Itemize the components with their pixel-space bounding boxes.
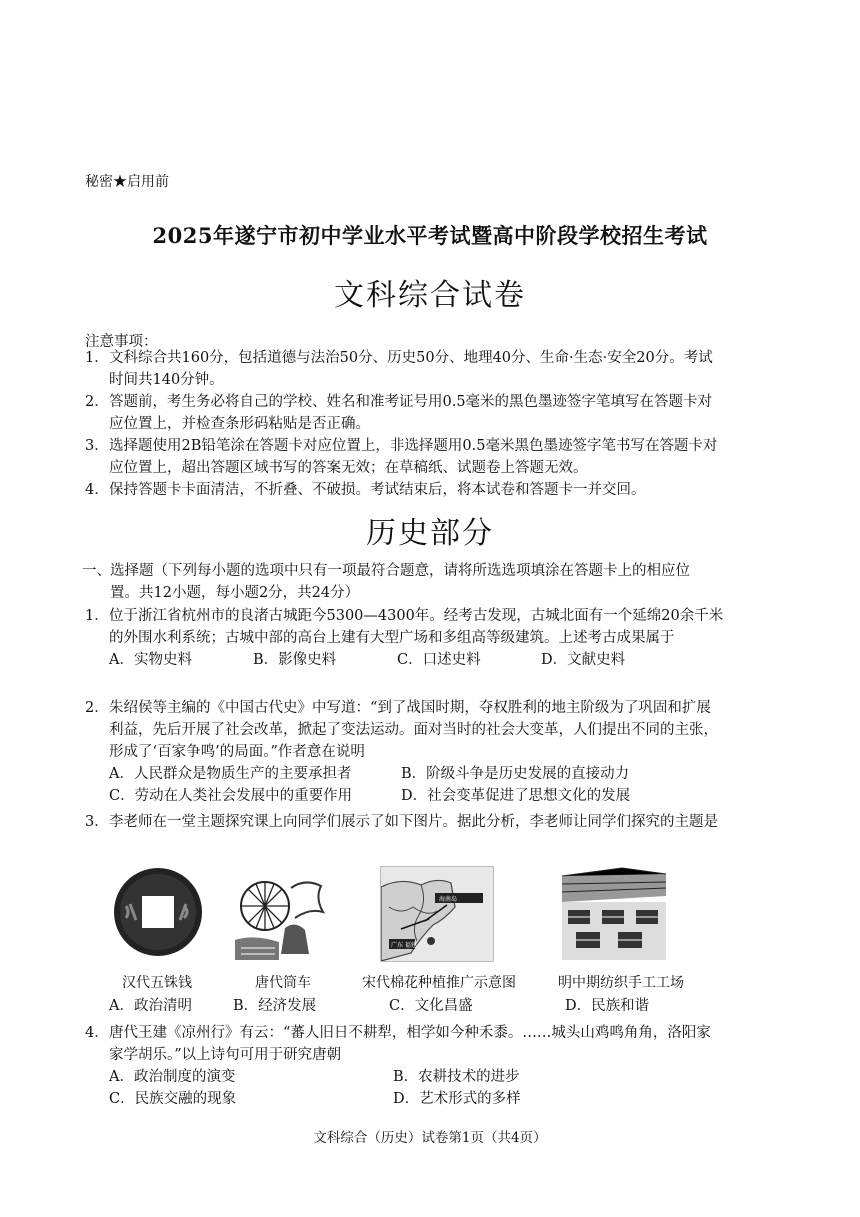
question-stem: 唐代王建《凉州行》有云：“蕃人旧日不耕犁，相学如今种禾黍。……城头山鸡鸣角角，洛阳家家学胡乐。”以上诗句可用于研究唐朝 [109,1025,711,1063]
option-a: A．政治制度的演变 [109,1069,236,1085]
map-label: 广东 福建 [391,942,417,949]
option-a: A．政治清明 [109,998,192,1014]
confidential-label: 秘密★启用前 [85,174,169,190]
options-row [85,763,725,785]
option-b: B．影像史料 [253,652,337,668]
question-number: 1． [85,608,109,624]
note-item: 3． 选择题使用2B铅笔涂在答题卡对应位置上，非选择题用0.5毫米黑色墨迹签字笔书写在答题卡对应位置上，超出答题区域书写的答案无效；在草稿纸、试题卷上答题无效。 [85,438,718,476]
question-stem: 位于浙江省杭州市的良渚古城距今5300—4300年。经考古发现，古城北面有一个延绵20余千米的外围水利系统；古城中部的高台上建有大型广场和多组高等级建筑。上述考古成果属于 [109,608,724,646]
map-image [380,866,494,962]
option-d: D．艺术形式的多样 [393,1091,521,1107]
exam-title: 2025年遂宁市初中学业水平考试暨高中阶段学校招生考试 [152,223,708,248]
image-caption: 明中期纺织手工工场 [558,975,684,991]
waterwheel-icon [235,868,327,960]
coin-image [112,866,204,958]
question-number: 3． [85,814,109,830]
workshop-icon [562,866,666,960]
options-row [85,1066,725,1088]
question-2 [85,697,725,807]
note-item: 2． 答题前，考生务必将自己的学校、姓名和准考证号用0.5毫米的黑色墨迹签字笔填写在答题卡对应位置上，并检查条形码粘贴是否正确。 [85,394,713,432]
option-b: B．阶级斗争是历史发展的直接动力 [401,766,630,782]
waterwheel-image [235,868,327,960]
notes-heading: 注意事项： [85,334,158,350]
option-b: B．经济发展 [233,998,317,1014]
option-d: D．社会变革促进了思想文化的发展 [401,788,631,804]
option-c: C．民族交融的现象 [109,1091,237,1107]
option-c: C．口述史料 [397,652,481,668]
part-one-instructions: 一、 选择题（下列每小题的选项中只有一项最符合题意，请将所选选项填涂在答题卡上的相应位置。共12小题，每小题2分，共24分） [82,563,690,601]
question-1 [85,605,725,671]
option-c: C．劳动在人类社会发展中的重要作用 [109,788,353,804]
question-3 [85,811,725,833]
coin-icon [112,866,204,958]
option-a: A．人民群众是物质生产的主要承担者 [109,766,352,782]
notes-list [85,347,725,501]
question-number: 4． [85,1025,109,1041]
image-caption: 汉代五铢钱 [122,975,192,991]
option-c: C．文化昌盛 [389,998,473,1014]
options-row [85,1088,725,1110]
question-3-options [85,995,725,1017]
note-item: 4． 保持答题卡卡面清洁，不折叠、不破损。考试结束后，将本试卷和答题卡一并交回。 [85,482,646,498]
question-stem: 朱绍侯等主编的《中国古代史》中写道：“到了战国时期，夺权胜利的地主阶级为了巩固和扩展利益，先后开展了社会改革，掀起了变法运动。面对当时的社会大变革，人们提出不同的主张，形成了‘百家争鸣’的局面。”作者意在说明 [109,700,718,760]
page-footer: 文科综合（历史）试卷第1页（共4页） [313,1130,547,1146]
option-b: B．农耕技术的进步 [393,1069,520,1085]
option-a: A．实物史料 [109,652,192,668]
paper-title: 文科综合试卷 [334,278,526,313]
question-4 [85,1022,725,1110]
options-row [85,995,725,1017]
map-label: 海南岛 [439,896,458,903]
options-row [85,785,725,807]
options-row [85,649,725,671]
section-title: 历史部分 [366,516,494,551]
question-number: 2． [85,700,109,716]
option-d: D．文献史料 [541,652,626,668]
image-caption: 宋代棉花种植推广示意图 [362,975,516,991]
option-d: D．民族和谐 [565,998,650,1014]
question-stem: 李老师在一堂主题探究课上向同学们展示了如下图片。据此分析，李老师让同学们探究的主题是 [109,814,718,830]
note-item: 1． 文科综合共160分，包括道德与法治50分、历史50分、地理40分、生命·生态·安全20分。考试时间共140分钟。 [85,350,713,388]
image-caption: 唐代筒车 [255,975,311,991]
workshop-image [562,866,666,960]
